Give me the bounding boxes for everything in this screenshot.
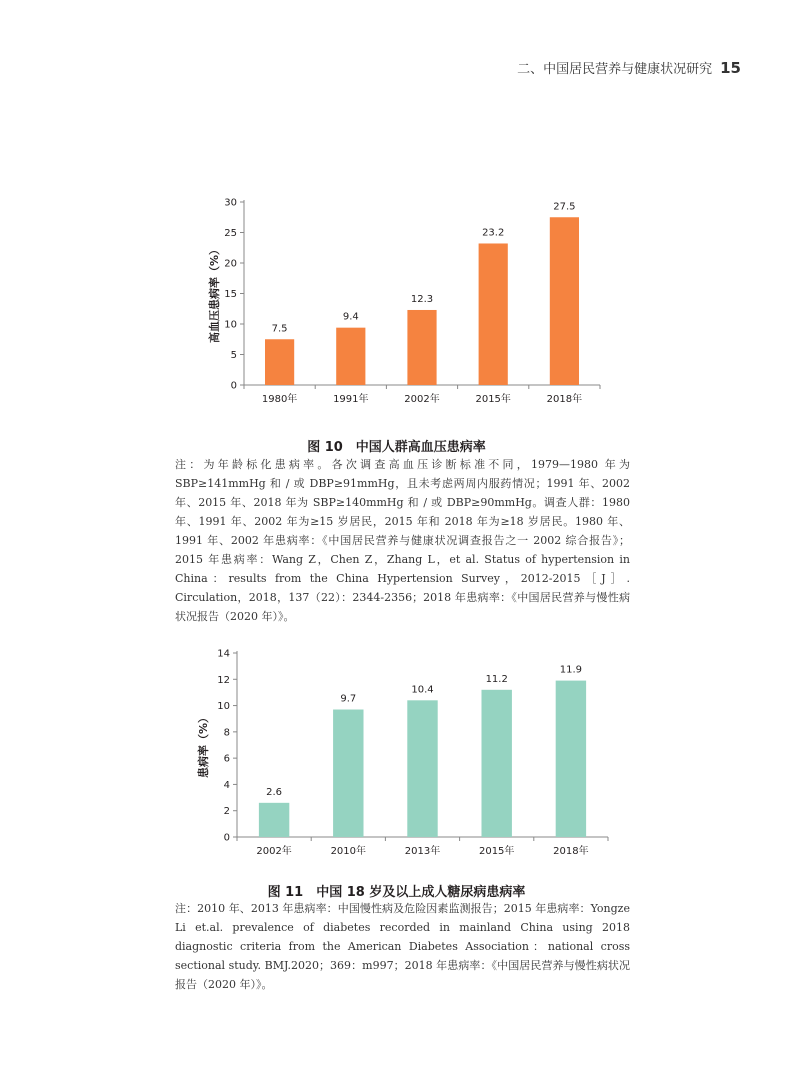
x-tick-label: 2018年	[546, 394, 583, 405]
x-tick-label: 2015年	[475, 394, 511, 405]
x-tick-label: 2015年	[478, 846, 515, 857]
y-tick-label: 15	[224, 289, 237, 300]
data-label: 7.5	[271, 323, 288, 335]
diabetes-chart	[0, 640, 793, 865]
figure-11-note: 注：2010 年、2013 年患病率：中国慢性病及危险因素监测报告；2015 年患病率：Yongze Li et.al. prevalence of diabetes recorded in mainland China using 2018 diagnostic criteria from the American Diabetes Association：national cross sectional study. BMJ.2020；369：m997；2018 年患病率：《中国居民营养与慢性病状况报告（2020 年）》。	[175, 902, 630, 991]
y-tick-label: 10	[217, 701, 230, 713]
figure-10-note: 注：为年龄标化患病率。各次调查高血压诊断标准不同，1979—1980 年为 SBP≥141mmHg 和 / 或 DBP≥91mmHg，且未考虑两周内服药情况；1991 年、2002 年、2015 年、2018 年为 SBP≥140mmHg 和 / 或 DBP≥90mmHg。调查人群：1980 年、1991 年、2002 年为≥15 岁居民，2015 年和 2018 年为≥18 岁居民。1980 年、1991 年、2002 年患病率：《中国居民营养与健康状况调查报告之一 2002 综合报告》；2015 年患病率：Wang Z，Chen Z，Zhang L，et al. Status of hypertension in China：results from the China Hypertension Survey，2012-2015［J］. Circulation，2018，137（22）：2344-2356；2018 年患病率：《中国居民营养与慢性病状况报告（2020 年）》。	[175, 458, 630, 623]
x-tick-label: 2002年	[404, 394, 440, 405]
figure-10-caption: 图 10 中国人群高血压患病率	[307, 440, 486, 455]
bar	[407, 700, 437, 837]
data-label: 27.5	[553, 201, 576, 213]
data-label: 11.2	[485, 673, 508, 685]
y-tick-label: 6	[223, 753, 230, 765]
x-tick-label: 1991年	[333, 394, 369, 405]
bar	[407, 310, 436, 385]
y-tick-label: 5	[230, 350, 237, 361]
x-tick-label: 2002年	[256, 846, 292, 857]
y-tick-label: 20	[224, 258, 237, 270]
y-tick-label: 14	[217, 648, 230, 660]
x-tick-label: 1980年	[261, 394, 298, 405]
y-axis-label: 患病率（%）	[197, 711, 210, 779]
bar	[481, 690, 511, 837]
bar	[556, 681, 586, 837]
data-label: 12.3	[410, 293, 434, 305]
y-tick-label: 30	[224, 197, 237, 209]
y-tick-label: 0	[230, 380, 237, 392]
y-tick-label: 10	[224, 319, 237, 331]
section-title: 二、中国居民营养与健康状况研究	[517, 62, 713, 77]
bar	[550, 217, 579, 385]
data-label: 11.9	[559, 664, 583, 676]
page-number: 15	[720, 59, 741, 77]
y-tick-label: 4	[223, 779, 230, 791]
y-axis-label: 高血压患病率（%）	[208, 243, 221, 344]
x-tick-label: 2010年	[330, 846, 367, 857]
x-tick-label: 2013年	[404, 846, 441, 857]
x-tick-label: 2018年	[553, 846, 589, 857]
data-label: 23.2	[482, 227, 505, 239]
data-label: 10.4	[411, 684, 434, 696]
y-tick-label: 8	[223, 727, 230, 739]
bar	[259, 803, 289, 837]
bar	[479, 243, 508, 385]
bar	[265, 339, 294, 385]
hypertension-chart	[0, 190, 793, 415]
data-label: 9.7	[340, 693, 357, 705]
running-header	[517, 58, 741, 77]
y-tick-label: 12	[217, 674, 230, 686]
bar	[336, 328, 365, 385]
data-label: 9.4	[342, 311, 359, 323]
bar	[333, 710, 363, 837]
y-tick-label: 0	[223, 832, 230, 844]
y-tick-label: 25	[224, 228, 237, 239]
figure-11-caption: 图 11 中国 18 岁及以上成人糖尿病患病率	[267, 885, 526, 900]
data-label: 2.6	[266, 786, 283, 798]
y-tick-label: 2	[223, 806, 230, 818]
